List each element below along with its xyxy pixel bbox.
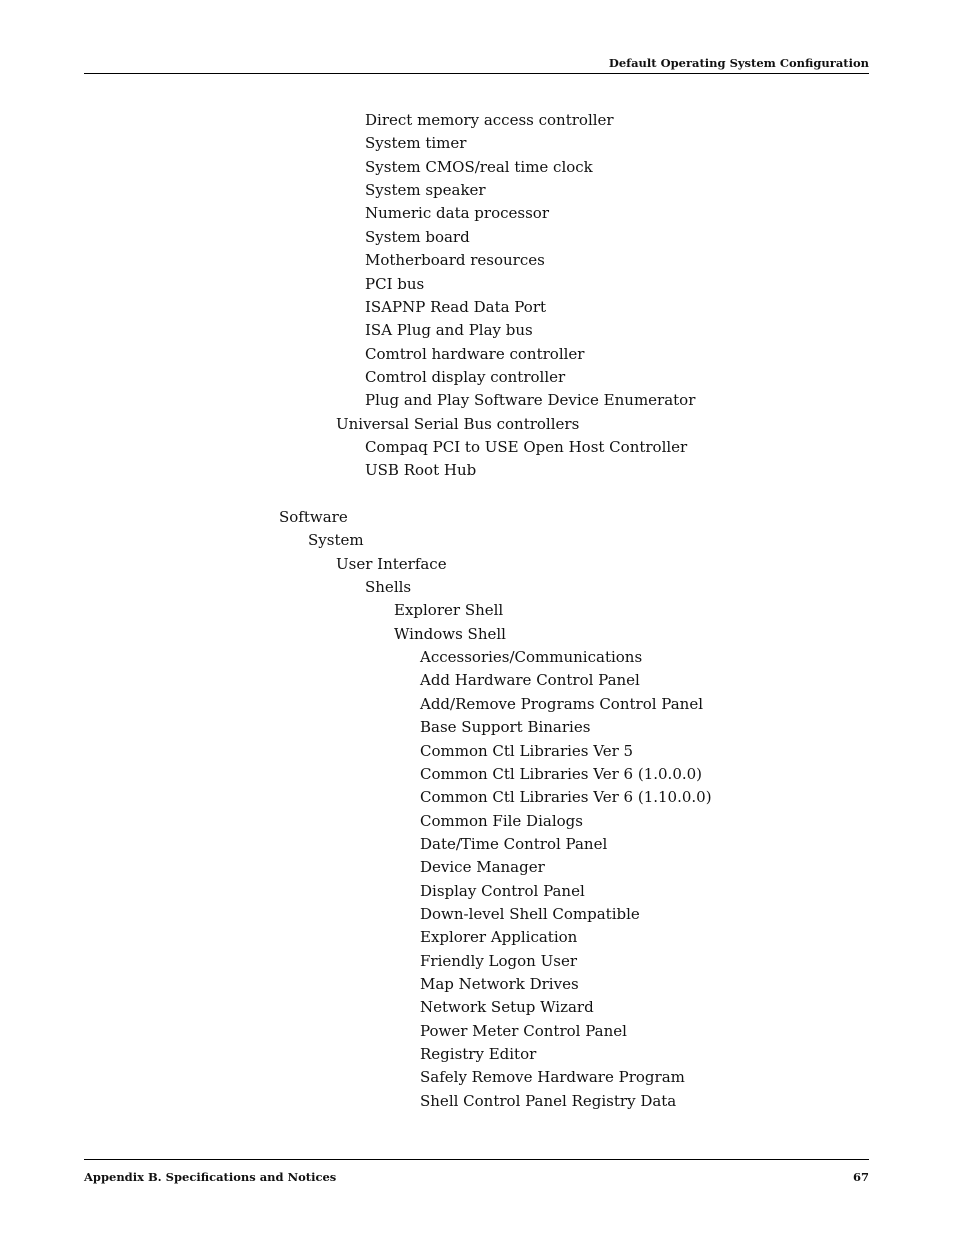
outline-item: PCI bus: [365, 274, 425, 293]
outline-item: Display Control Panel: [420, 881, 585, 900]
outline-item: Friendly Logon User: [420, 951, 577, 970]
outline-item: Common Ctl Libraries Ver 5: [420, 741, 634, 760]
outline-item: Base Support Binaries: [420, 718, 591, 737]
outline-item: ISAPNP Read Data Port: [365, 297, 547, 316]
outline-item: Device Manager: [420, 858, 545, 877]
outline-item: ISA Plug and Play bus: [365, 321, 533, 340]
outline-item: Common File Dialogs: [420, 811, 583, 830]
outline-item: Map Network Drives: [420, 975, 579, 993]
outline-item: Shells: [365, 578, 412, 596]
page-number: 67: [852, 1170, 869, 1184]
outline-item: Power Meter Control Panel: [420, 1021, 627, 1040]
outline-item: Accessories/Communications: [420, 648, 643, 667]
outline-item: Explorer Application: [420, 928, 578, 947]
outline-item: Safely Remove Hardware Program: [420, 1068, 685, 1087]
outline-item: User Interface: [336, 554, 447, 573]
outline-item: System timer: [365, 134, 467, 153]
outline-item: System: [308, 531, 364, 550]
outline-item: Motherboard resources: [365, 251, 545, 270]
outline-item: Plug and Play Software Device Enumerator: [365, 391, 696, 410]
outline-item: System speaker: [365, 181, 486, 200]
outline-item: USB Root Hub: [365, 461, 477, 480]
outline-item: Software: [279, 508, 348, 526]
outline-item: Date/Time Control Panel: [420, 834, 608, 853]
outline-item: Shell Control Panel Registry Data: [420, 1091, 677, 1110]
outline-item: Common Ctl Libraries Ver 6 (1.10.0.0): [420, 788, 712, 807]
outline-item: System CMOS/real time clock: [365, 157, 593, 176]
outline-item: Explorer Shell: [394, 601, 504, 620]
outline-item: Common Ctl Libraries Ver 6 (1.0.0.0): [420, 764, 703, 783]
footer-section-title: Appendix B. Specifications and Notices: [84, 1170, 337, 1184]
outline-item: Universal Serial Bus controllers: [336, 414, 580, 433]
page-footer: [84, 1159, 869, 1184]
outline-item: System board: [365, 227, 470, 246]
outline-item: Down-level Shell Compatible: [420, 904, 640, 923]
page-header: [84, 50, 869, 74]
outline-item: Registry Editor: [420, 1045, 537, 1063]
outline-item: Compaq PCI to USE Open Host Controller: [365, 437, 688, 456]
outline-item: Add/Remove Programs Control Panel: [420, 694, 703, 713]
outline-item: Network Setup Wizard: [420, 998, 594, 1017]
header-title: Default Operating System Configuration: [608, 56, 869, 70]
outline-item: Comtrol hardware controller: [365, 344, 585, 363]
outline-item: Windows Shell: [394, 624, 506, 643]
outline-item: Add Hardware Control Panel: [420, 671, 640, 690]
outline-item: Numeric data processor: [365, 204, 549, 223]
outline-item: Comtrol display controller: [365, 367, 566, 386]
outline-item: Direct memory access controller: [365, 111, 614, 129]
